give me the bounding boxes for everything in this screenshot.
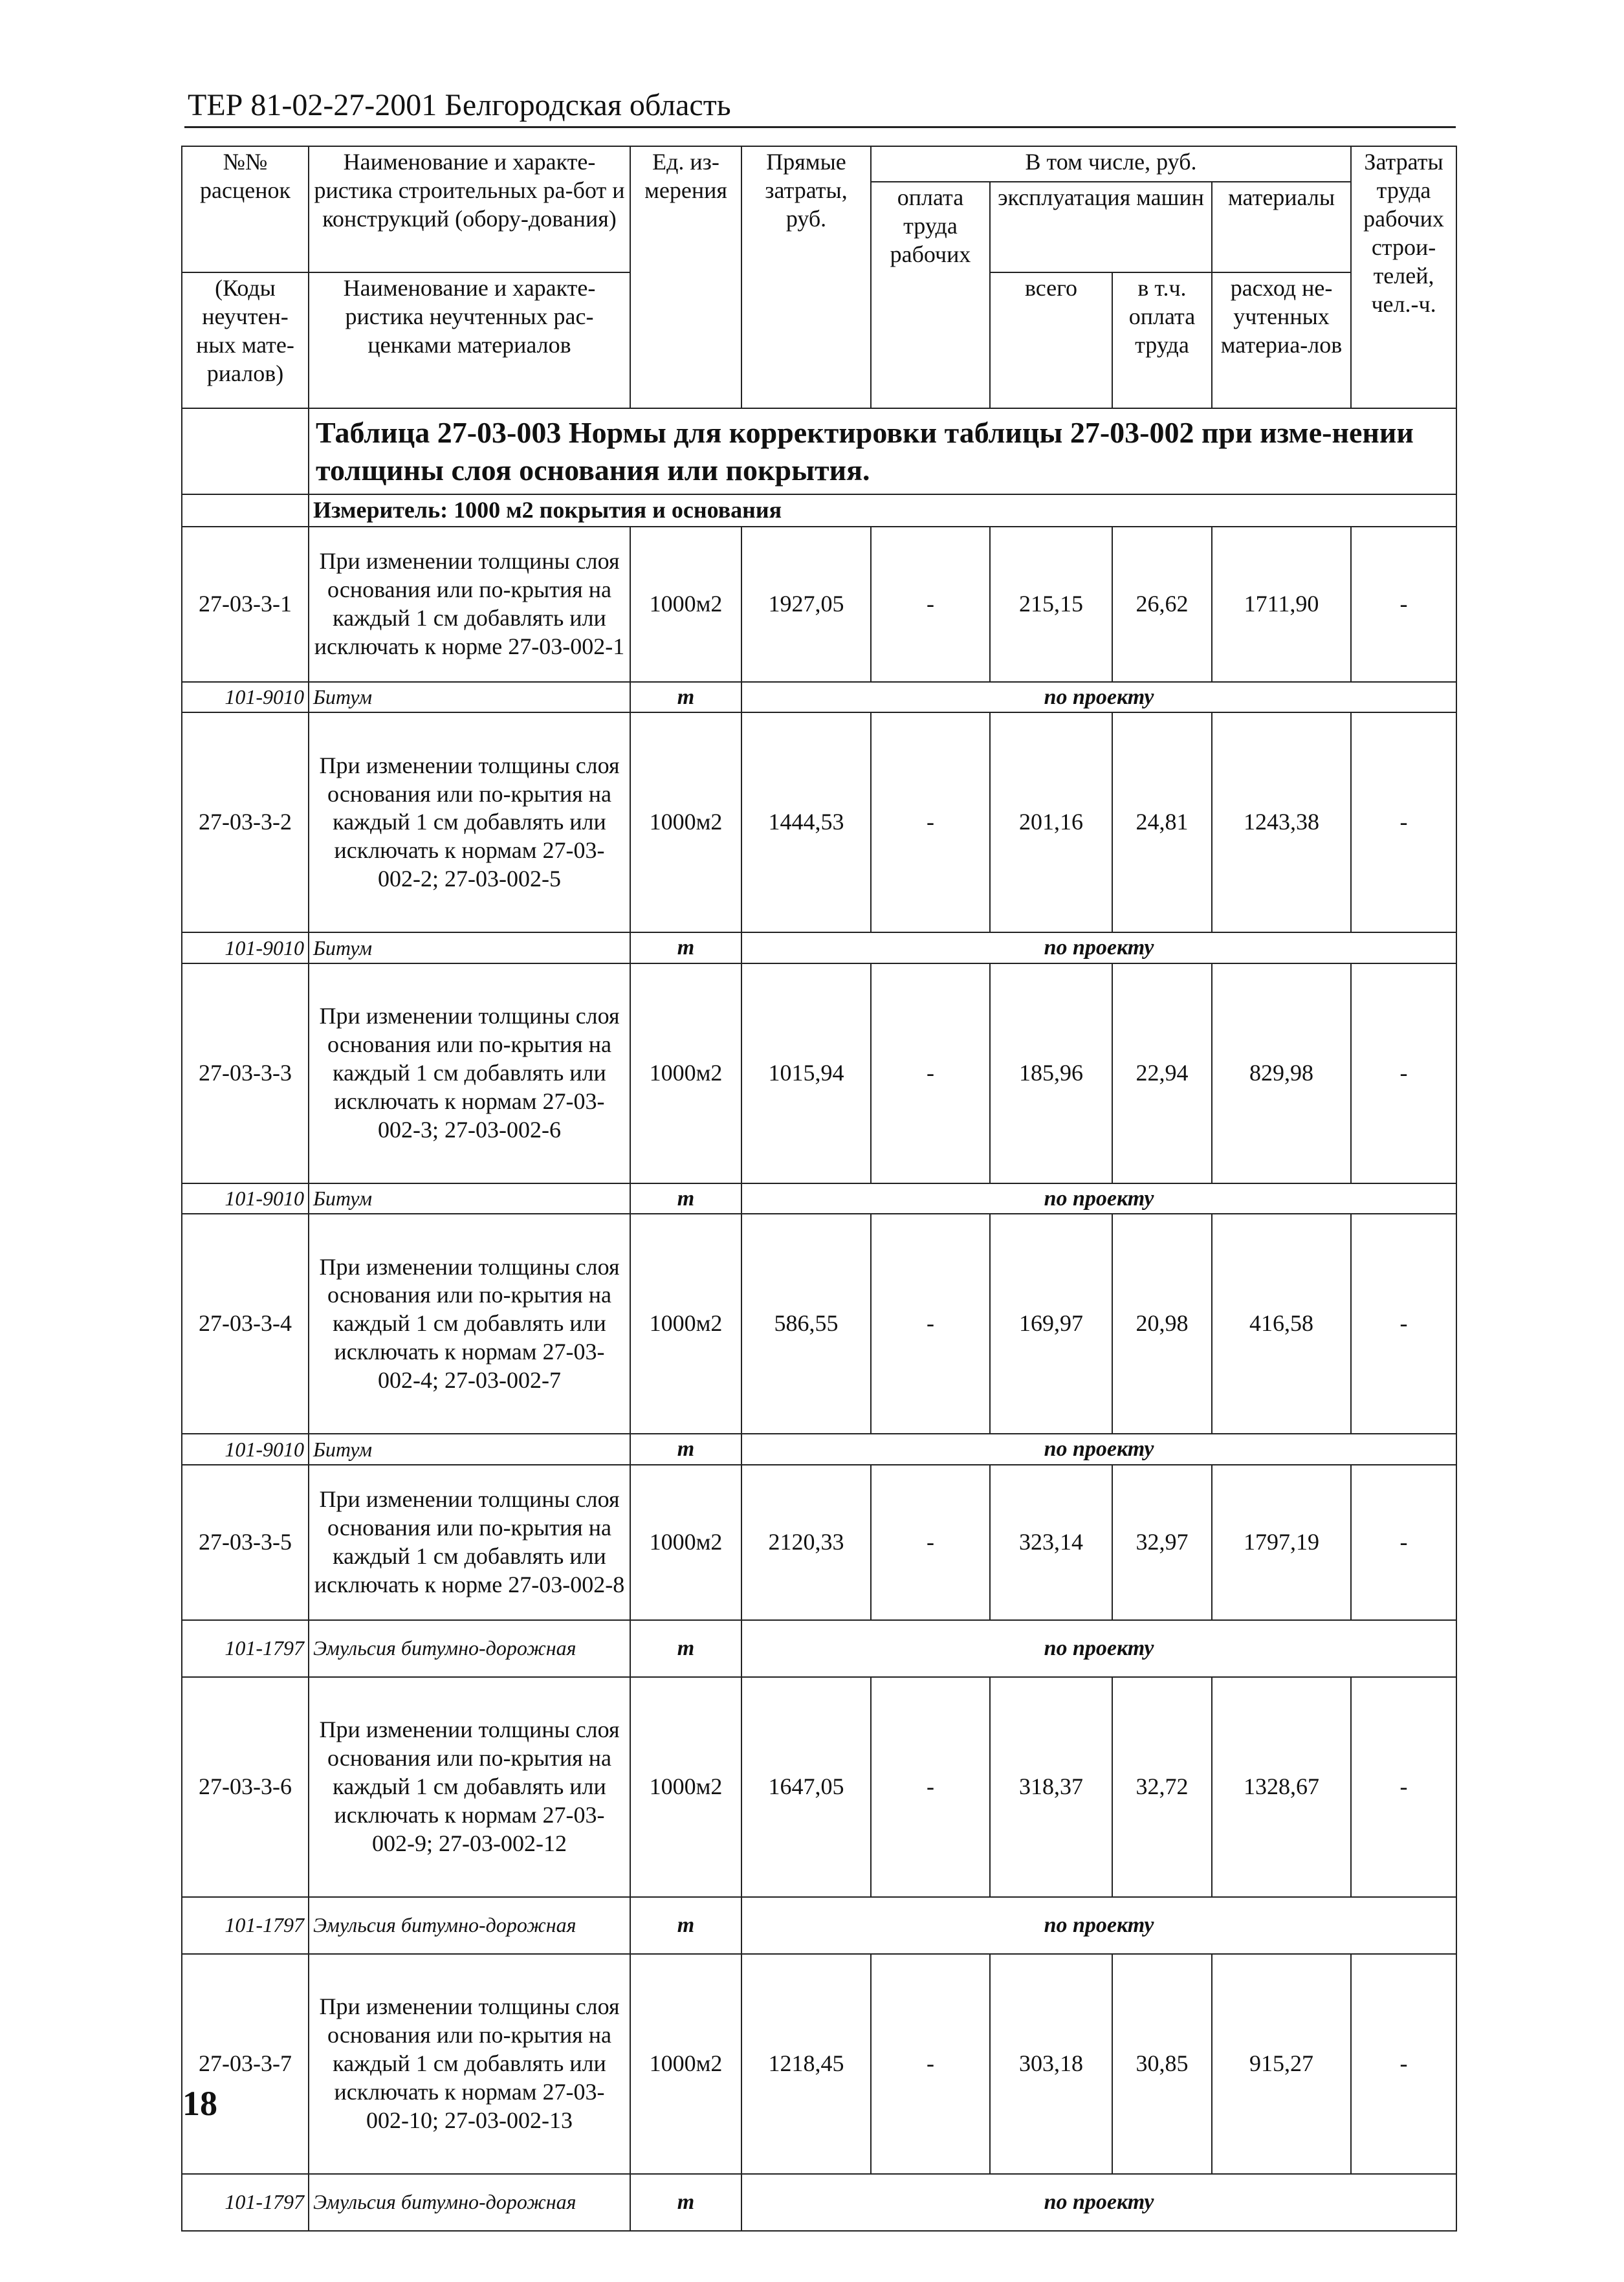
col-direct-header: Прямые затраты, руб. bbox=[741, 146, 871, 408]
rate-unit: 1000м2 bbox=[630, 1677, 741, 1897]
rate-description: При изменении толщины слоя основания или по-крытия на каждый 1 см добавлять или исключать к нормам 27-03-002-3; 27-03-002-6 bbox=[309, 963, 630, 1183]
material-note: по проекту bbox=[741, 682, 1456, 712]
col-mach-wages-header: в т.ч. оплата труда bbox=[1112, 272, 1212, 408]
rate-machines-wages: 30,85 bbox=[1112, 1954, 1212, 2174]
material-name: Битум bbox=[309, 1183, 630, 1214]
material-row bbox=[182, 1434, 1456, 1464]
rate-labor: - bbox=[1351, 712, 1456, 932]
rate-machines-total: 169,97 bbox=[990, 1214, 1112, 1434]
rate-direct-cost: 1218,45 bbox=[741, 1954, 871, 2174]
title-spacer bbox=[182, 408, 309, 494]
rates-table bbox=[181, 146, 1457, 2232]
rate-labor: - bbox=[1351, 963, 1456, 1183]
material-name: Эмульсия битумно-дорожная bbox=[309, 1897, 630, 1954]
rate-materials: 1797,19 bbox=[1212, 1465, 1351, 1620]
measure-spacer bbox=[182, 494, 309, 527]
col-incl-header: В том числе, руб. bbox=[871, 146, 1351, 182]
rate-machines-wages: 24,81 bbox=[1112, 712, 1212, 932]
col-machines-header: эксплуатация машин bbox=[990, 182, 1212, 272]
rate-row bbox=[182, 1954, 1456, 2174]
material-row bbox=[182, 1620, 1456, 1677]
material-unit: т bbox=[630, 2174, 741, 2231]
rate-direct-cost: 1927,05 bbox=[741, 527, 871, 682]
table-measure: Измеритель: 1000 м2 покрытия и основания bbox=[309, 494, 1456, 527]
col-wages-header: оплата труда рабочих bbox=[871, 182, 990, 408]
col-materials-header: материалы bbox=[1212, 182, 1351, 272]
material-row bbox=[182, 932, 1456, 963]
page-header: ТЕР 81-02-27-2001 Белгородская область bbox=[188, 88, 731, 122]
col-code-header: №№ расценок bbox=[182, 146, 309, 272]
rate-materials: 1243,38 bbox=[1212, 712, 1351, 932]
rate-labor: - bbox=[1351, 1214, 1456, 1434]
rate-wages: - bbox=[871, 1677, 990, 1897]
rate-row bbox=[182, 963, 1456, 1183]
rate-labor: - bbox=[1351, 527, 1456, 682]
rate-labor: - bbox=[1351, 1677, 1456, 1897]
rate-description: При изменении толщины слоя основания или по-крытия на каждый 1 см добавлять или исключать к нормам 27-03-002-2; 27-03-002-5 bbox=[309, 712, 630, 932]
col-mach-total-header: всего bbox=[990, 272, 1112, 408]
rate-wages: - bbox=[871, 963, 990, 1183]
rate-row bbox=[182, 1465, 1456, 1620]
material-code: 101-1797 bbox=[182, 1620, 309, 1677]
material-code: 101-9010 bbox=[182, 1183, 309, 1214]
rate-code: 27-03-3-4 bbox=[182, 1214, 309, 1434]
rate-code: 27-03-3-6 bbox=[182, 1677, 309, 1897]
rate-machines-total: 185,96 bbox=[990, 963, 1112, 1183]
rate-description: При изменении толщины слоя основания или по-крытия на каждый 1 см добавлять или исключать к норме 27-03-002-8 bbox=[309, 1465, 630, 1620]
material-note: по проекту bbox=[741, 932, 1456, 963]
rate-materials: 915,27 bbox=[1212, 1954, 1351, 2174]
rate-unit: 1000м2 bbox=[630, 527, 741, 682]
rate-code: 27-03-3-7 bbox=[182, 1954, 309, 2174]
material-name: Эмульсия битумно-дорожная bbox=[309, 2174, 630, 2231]
material-row bbox=[182, 2174, 1456, 2231]
rate-materials: 416,58 bbox=[1212, 1214, 1351, 1434]
rate-code: 27-03-3-3 bbox=[182, 963, 309, 1183]
rate-wages: - bbox=[871, 1954, 990, 2174]
material-unit: т bbox=[630, 1183, 741, 1214]
rate-direct-cost: 1647,05 bbox=[741, 1677, 871, 1897]
rate-wages: - bbox=[871, 712, 990, 932]
material-code: 101-1797 bbox=[182, 1897, 309, 1954]
material-row bbox=[182, 682, 1456, 712]
material-note: по проекту bbox=[741, 1897, 1456, 1954]
rate-description: При изменении толщины слоя основания или по-крытия на каждый 1 см добавлять или исключать к норме 27-03-002-1 bbox=[309, 527, 630, 682]
rate-unit: 1000м2 bbox=[630, 712, 741, 932]
header-rule bbox=[184, 126, 1456, 128]
rate-row bbox=[182, 1214, 1456, 1434]
rate-machines-total: 318,37 bbox=[990, 1677, 1112, 1897]
material-code: 101-9010 bbox=[182, 1434, 309, 1464]
rate-direct-cost: 586,55 bbox=[741, 1214, 871, 1434]
rate-machines-wages: 26,62 bbox=[1112, 527, 1212, 682]
rate-wages: - bbox=[871, 1465, 990, 1620]
col-unit-header: Ед. из-мерения bbox=[630, 146, 741, 408]
col-code-sub-header: (Коды неучтен-ных мате-риалов) bbox=[182, 272, 309, 408]
material-code: 101-1797 bbox=[182, 2174, 309, 2231]
material-name: Битум bbox=[309, 682, 630, 712]
rate-machines-total: 201,16 bbox=[990, 712, 1112, 932]
page-number: 18 bbox=[182, 2084, 217, 2123]
rate-code: 27-03-3-2 bbox=[182, 712, 309, 932]
rate-unit: 1000м2 bbox=[630, 1214, 741, 1434]
material-unit: т bbox=[630, 1897, 741, 1954]
material-name: Битум bbox=[309, 932, 630, 963]
material-name: Битум bbox=[309, 1434, 630, 1464]
material-name: Эмульсия битумно-дорожная bbox=[309, 1620, 630, 1677]
rate-row bbox=[182, 1677, 1456, 1897]
material-unit: т bbox=[630, 932, 741, 963]
rate-row bbox=[182, 712, 1456, 932]
rate-row bbox=[182, 527, 1456, 682]
rate-unit: 1000м2 bbox=[630, 963, 741, 1183]
material-code: 101-9010 bbox=[182, 682, 309, 712]
material-note: по проекту bbox=[741, 1434, 1456, 1464]
rate-code: 27-03-3-5 bbox=[182, 1465, 309, 1620]
rate-machines-wages: 20,98 bbox=[1112, 1214, 1212, 1434]
material-unit: т bbox=[630, 682, 741, 712]
rate-wages: - bbox=[871, 527, 990, 682]
material-row bbox=[182, 1897, 1456, 1954]
col-name-sub-header: Наименование и характе-ристика неучтенных рас-ценками материалов bbox=[309, 272, 630, 408]
material-unit: т bbox=[630, 1434, 741, 1464]
rate-machines-total: 303,18 bbox=[990, 1954, 1112, 2174]
material-note: по проекту bbox=[741, 1183, 1456, 1214]
rate-direct-cost: 1015,94 bbox=[741, 963, 871, 1183]
rate-materials: 1711,90 bbox=[1212, 527, 1351, 682]
rate-machines-total: 323,14 bbox=[990, 1465, 1112, 1620]
rate-code: 27-03-3-1 bbox=[182, 527, 309, 682]
rate-description: При изменении толщины слоя основания или по-крытия на каждый 1 см добавлять или исключать к нормам 27-03-002-10; 27-03-002-13 bbox=[309, 1954, 630, 2174]
rate-machines-wages: 22,94 bbox=[1112, 963, 1212, 1183]
material-code: 101-9010 bbox=[182, 932, 309, 963]
rate-unit: 1000м2 bbox=[630, 1465, 741, 1620]
rate-labor: - bbox=[1351, 1465, 1456, 1620]
col-mat-unaccounted-header: расход не-учтенных материа-лов bbox=[1212, 272, 1351, 408]
table-title: Таблица 27-03-003 Нормы для корректировки таблицы 27-03-002 при изме-нении толщины слоя основания или покрытия. bbox=[309, 408, 1456, 494]
rate-materials: 1328,67 bbox=[1212, 1677, 1351, 1897]
material-note: по проекту bbox=[741, 2174, 1456, 2231]
col-name-header: Наименование и характе-ристика строительных ра-бот и конструкций (обору-дования) bbox=[309, 146, 630, 272]
rate-direct-cost: 1444,53 bbox=[741, 712, 871, 932]
rate-materials: 829,98 bbox=[1212, 963, 1351, 1183]
rate-machines-wages: 32,72 bbox=[1112, 1677, 1212, 1897]
material-row bbox=[182, 1183, 1456, 1214]
rate-unit: 1000м2 bbox=[630, 1954, 741, 2174]
rate-description: При изменении толщины слоя основания или по-крытия на каждый 1 см добавлять или исключать к нормам 27-03-002-4; 27-03-002-7 bbox=[309, 1214, 630, 1434]
rate-machines-total: 215,15 bbox=[990, 527, 1112, 682]
material-note: по проекту bbox=[741, 1620, 1456, 1677]
rate-description: При изменении толщины слоя основания или по-крытия на каждый 1 см добавлять или исключать к нормам 27-03-002-9; 27-03-002-12 bbox=[309, 1677, 630, 1897]
col-labor-header: Затраты труда рабочих строи-телей, чел.-ч. bbox=[1351, 146, 1456, 408]
rate-labor: - bbox=[1351, 1954, 1456, 2174]
rate-machines-wages: 32,97 bbox=[1112, 1465, 1212, 1620]
rate-wages: - bbox=[871, 1214, 990, 1434]
material-unit: т bbox=[630, 1620, 741, 1677]
rate-direct-cost: 2120,33 bbox=[741, 1465, 871, 1620]
